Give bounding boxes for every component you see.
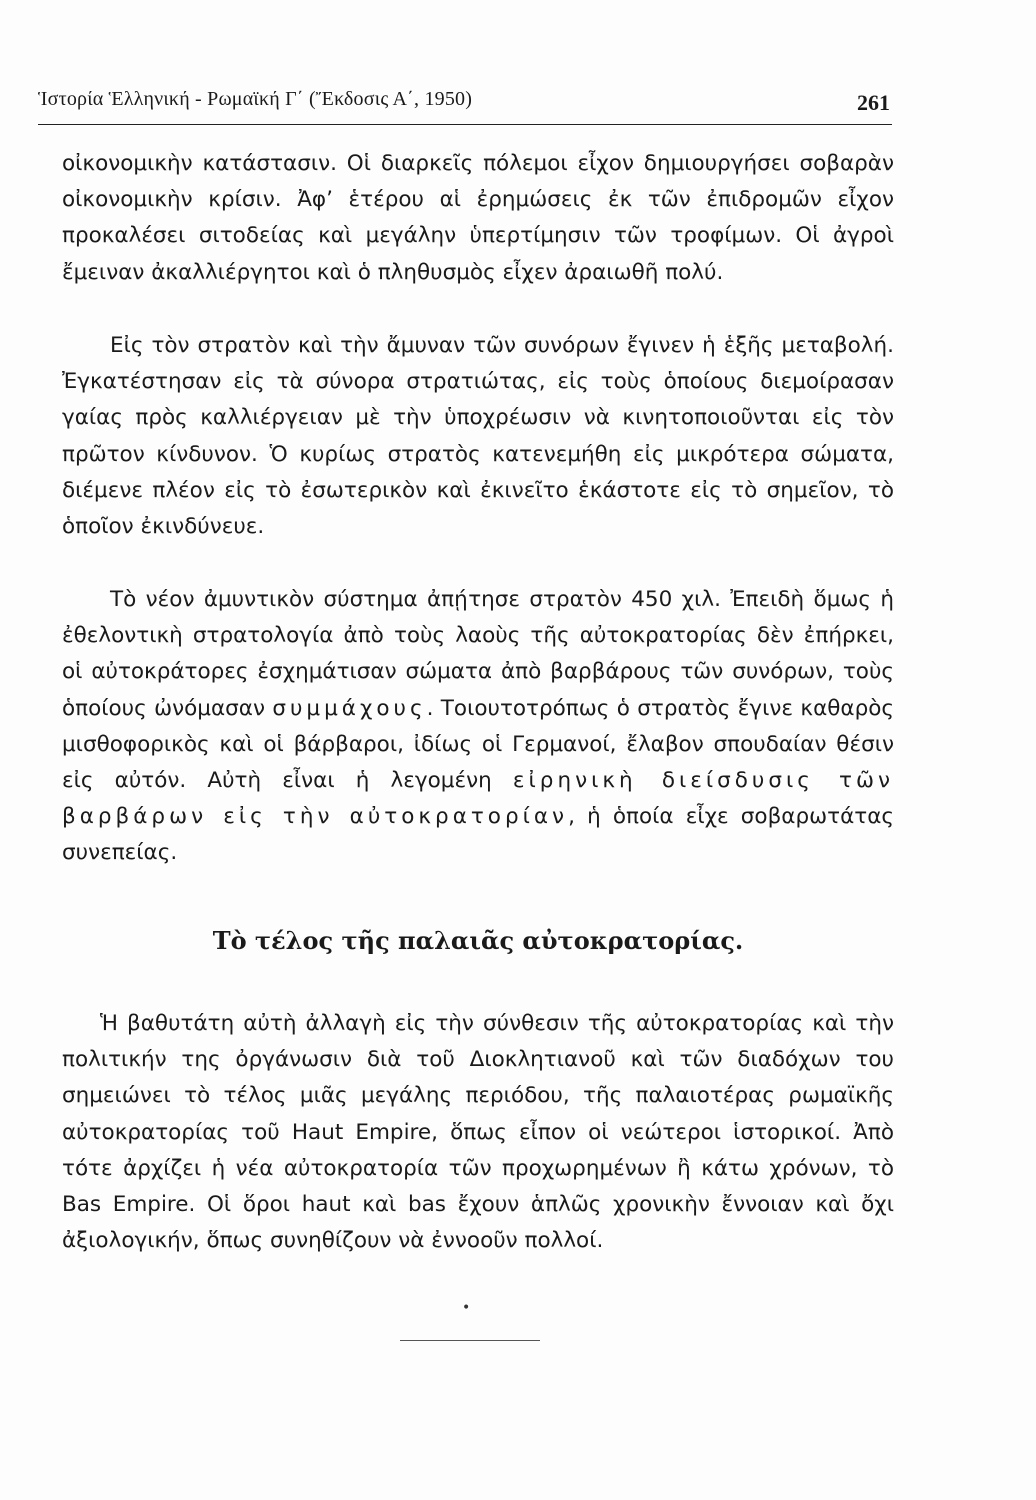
term-peaceful-infiltration: εἰρηνικὴ διείσδυσις τῶν βαρβάρων εἰς τὴν αὐτοκρατορίαν	[62, 768, 895, 830]
term-symmachoi: συμμάχους	[272, 695, 427, 721]
paragraph-4: Ἡ βαθυτάτη αὐτὴ ἀλλαγὴ εἰς τὴν σύνθεσιν τῆς αὐτοκρατορίας καὶ τὴν πολιτικήν της ὀργάνωσιν διὰ τοῦ Διοκλητιανοῦ καὶ τῶν διαδόχων του σημειώνει τὸ τέλος μιᾶς μεγάλης περιόδου, τῆς παλαιοτέρας ρωμαϊκῆς αὐτοκρατορίας τοῦ Haut Empire, ὅπως εἶπον οἱ νεώτεροι ἱστορικοί. Ἀπὸ τότε ἀρχίζει ἡ νέα αὐτοκρατορία τῶν προχωρημένων ἢ κάτω χρόνων, τὸ Bas Empire. Οἱ ὅροι haut καὶ bas ἔχουν ἁπλῶς χρονικὴν ἔννοιαν καὶ ὄχι ἀξιολογικήν, ὅπως συνηθίζουν νὰ ἐννοοῦν πολλοί.	[62, 1011, 894, 1254]
paragraph-3-text-a: Τὸ νέον ἀμυντικὸν σύστημα ἀπῄτησε στρατὸν 450 χιλ. Ἐπειδὴ ὅμως ἡ ἐθελοντικὴ στρατολογία ἀπὸ τοὺς λαοὺς τῆς αὐτοκρατορίας δὲν ἐπήρκει, οἱ αὐτοκράτορες ἐσχημάτισαν σώματα ἀπὸ βαρβάρους τῶν συνόρων, τοὺς ὁποίους ὠνόμασαν	[62, 587, 894, 721]
page-number: 261	[857, 90, 890, 115]
header-rule	[38, 124, 892, 125]
footer-mark: •	[462, 1300, 471, 1316]
paragraph-3-text-b: . Τοιουτοτρόπως ὁ στρατὸς ἔγινε καθαρὸς μισθοφορικὸς καὶ οἱ βάρβαροι, ἰδίως οἱ Γερμανοί, ἔλαβον σπουδαίαν θέσιν εἰς αὐτόν. Αὐτὴ εἶναι ἡ λεγομένη	[62, 695, 894, 794]
paragraph-3	[62, 582, 894, 872]
paragraph-2: Εἰς τὸν στρατὸν καὶ τὴν ἄμυναν τῶν συνόρων ἔγινεν ἡ ἑξῆς μεταβολή. Ἐγκατέστησαν εἰς τὰ σύνορα στρατιώτας, εἰς τοὺς ὁποίους διεμοίρασαν γαίας πρὸς καλλιέργειαν μὲ τὴν ὑποχρέωσιν νὰ κινητοποιοῦνται εἰς τὸν πρῶτον κίνδυνον. Ὁ κυρίως στρατὸς κατενεμήθη εἰς μικρότερα σώματα, διέμενε πλέον εἰς τὸ ἐσωτερικὸν καὶ ἐκινεῖτο ἑκάστοτε εἰς τὸ σημεῖον, τὸ ὁποῖον ἐκινδύνευε.	[62, 333, 894, 540]
running-head-title: Ἱστορία Ἑλληνική - Ρωμαϊκή Γ΄ (Ἔκδοσις Α΄, 1950)	[38, 88, 473, 110]
footer-rule	[400, 1340, 540, 1341]
paragraph-1: οἰκονομικὴν κατάστασιν. Οἱ διαρκεῖς πόλεμοι εἶχον δημιουργήσει σοβαρὰν οἰκονομικὴν κρίσιν. Ἀφ’ ἑτέρου αἱ ἐρημώσεις ἐκ τῶν ἐπιδρομῶν εἶχον προκαλέσει σιτοδείας καὶ μεγάλην ὑπερτίμησιν τῶν τροφίμων. Οἱ ἀγροὶ ἔμειναν ἀκαλλιέργητοι καὶ ὁ πληθυσμὸς εἶχεν ἀραιωθῆ πολύ.	[62, 151, 894, 285]
section-heading: Τὸ τέλος τῆς παλαιᾶς αὐτοκρατορίας.	[212, 926, 744, 955]
running-head	[38, 88, 890, 120]
paragraph-3-text-c: , ἡ ὁποία εἶχε σοβαρωτάτας συνεπείας.	[62, 804, 894, 866]
